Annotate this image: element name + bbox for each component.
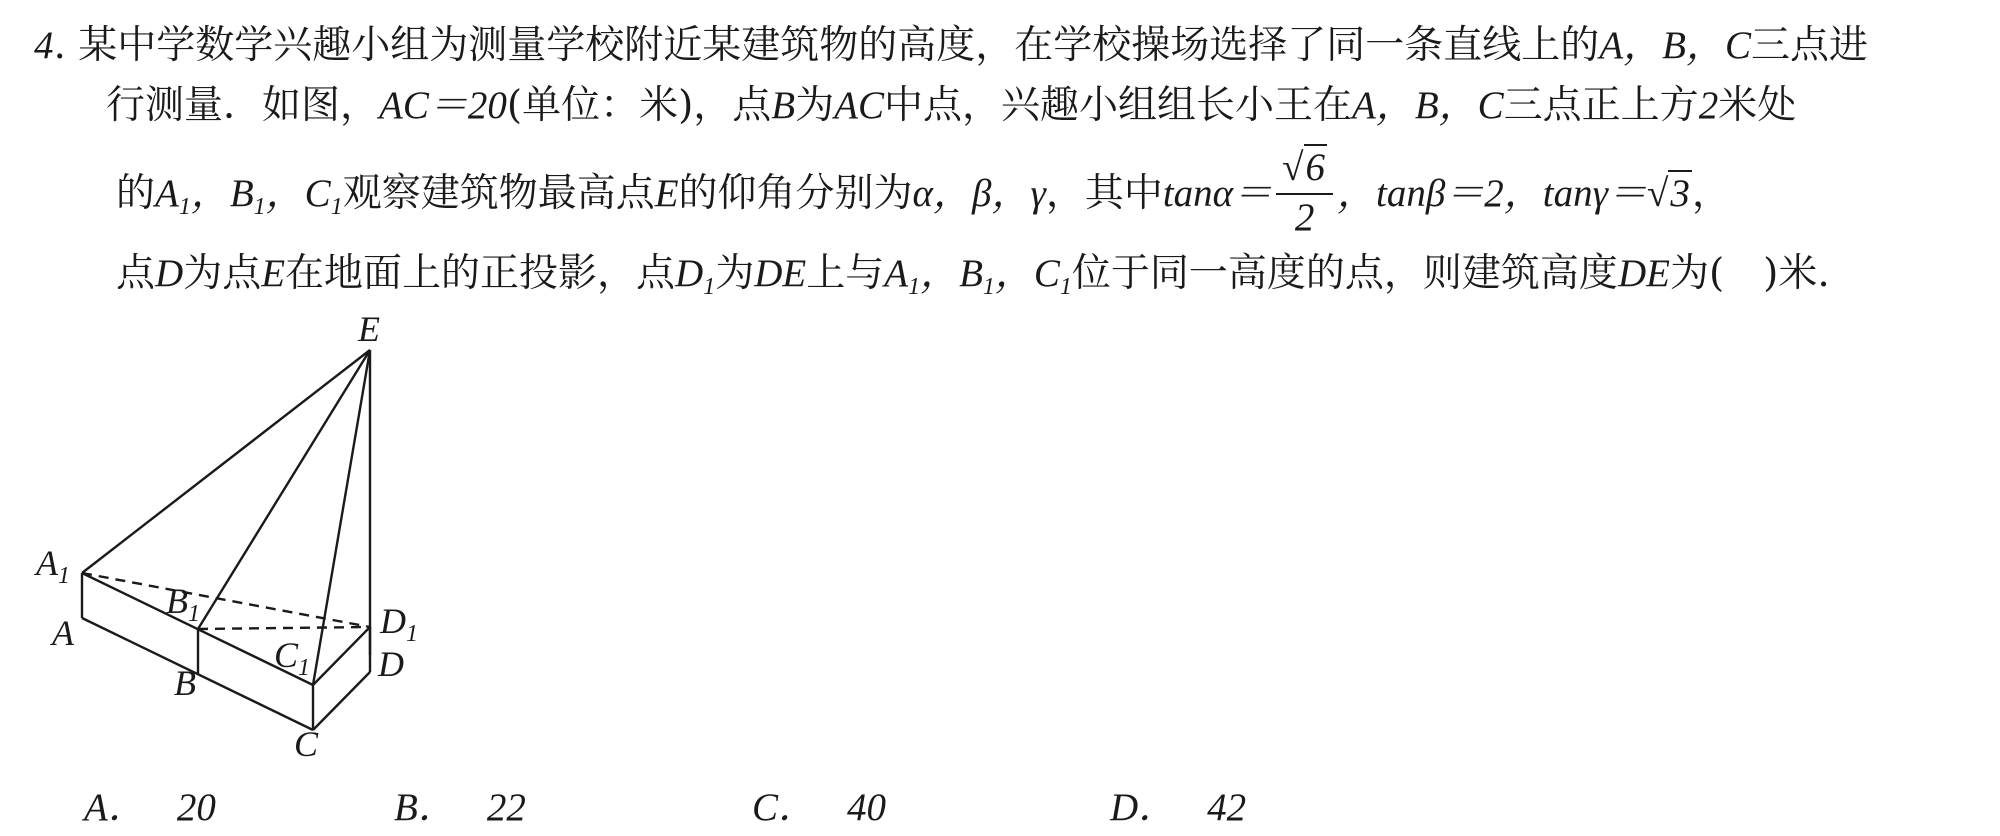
label-C1: $C_1$ [274, 635, 311, 681]
question-line-1: 4. 某中学数学兴趣小组为测量学校附近某建筑物的高度，在学校操场选择了同一条直线上的A，B，C三点进 [34, 23, 1868, 68]
label-C: C [294, 724, 319, 764]
label-D: D [378, 644, 404, 684]
line-A1-E [82, 350, 370, 573]
label-A: A [52, 613, 74, 653]
label-D1: $D_1$ [380, 601, 418, 647]
label-B1: $B_1$ [166, 581, 200, 627]
label-E: E [358, 309, 380, 349]
option-d[interactable]: D． 42 [1110, 786, 1247, 829]
question-number: 4 [34, 24, 54, 67]
option-c[interactable]: C． 40 [752, 786, 887, 829]
geometry-figure [30, 305, 450, 770]
question-line-4: 点D为点E在地面上的正投影，点$D_1$为DE上与$A_1$，$B_1$，$C_1$位于同一高度的点，则建筑高度DE为( )米. [116, 251, 1830, 300]
dashed-B1-D1 [198, 627, 370, 629]
question-text: 某中学数学兴趣小组为测量学校附近某建筑物的高度，在学校操场选择了同一条直线上的 [78, 23, 1600, 68]
fraction-sqrt6-over-2: $\frac{√6}{2}$ [1276, 143, 1333, 241]
question-line-2: 行测量．如图，AC＝20(单位：米)，点B为AC中点，兴趣小组组长小王在A，B，C三点正上方2米处 [106, 83, 1797, 128]
option-a[interactable]: A． 20 [84, 786, 216, 829]
question-line-3: 的$A_1$，$B_1$，$C_1$观察建筑物最高点E的仰角分别为α，β，γ，其中tanα＝ $\frac{√6}{2}$ ，tanβ＝2，tanγ＝√3， [116, 146, 1731, 255]
edge-C-D [313, 672, 370, 730]
label-A1: $A_1$ [36, 543, 70, 589]
option-b[interactable]: B． 22 [394, 786, 526, 829]
line-B1-E [198, 350, 370, 629]
label-B: B [174, 663, 196, 703]
